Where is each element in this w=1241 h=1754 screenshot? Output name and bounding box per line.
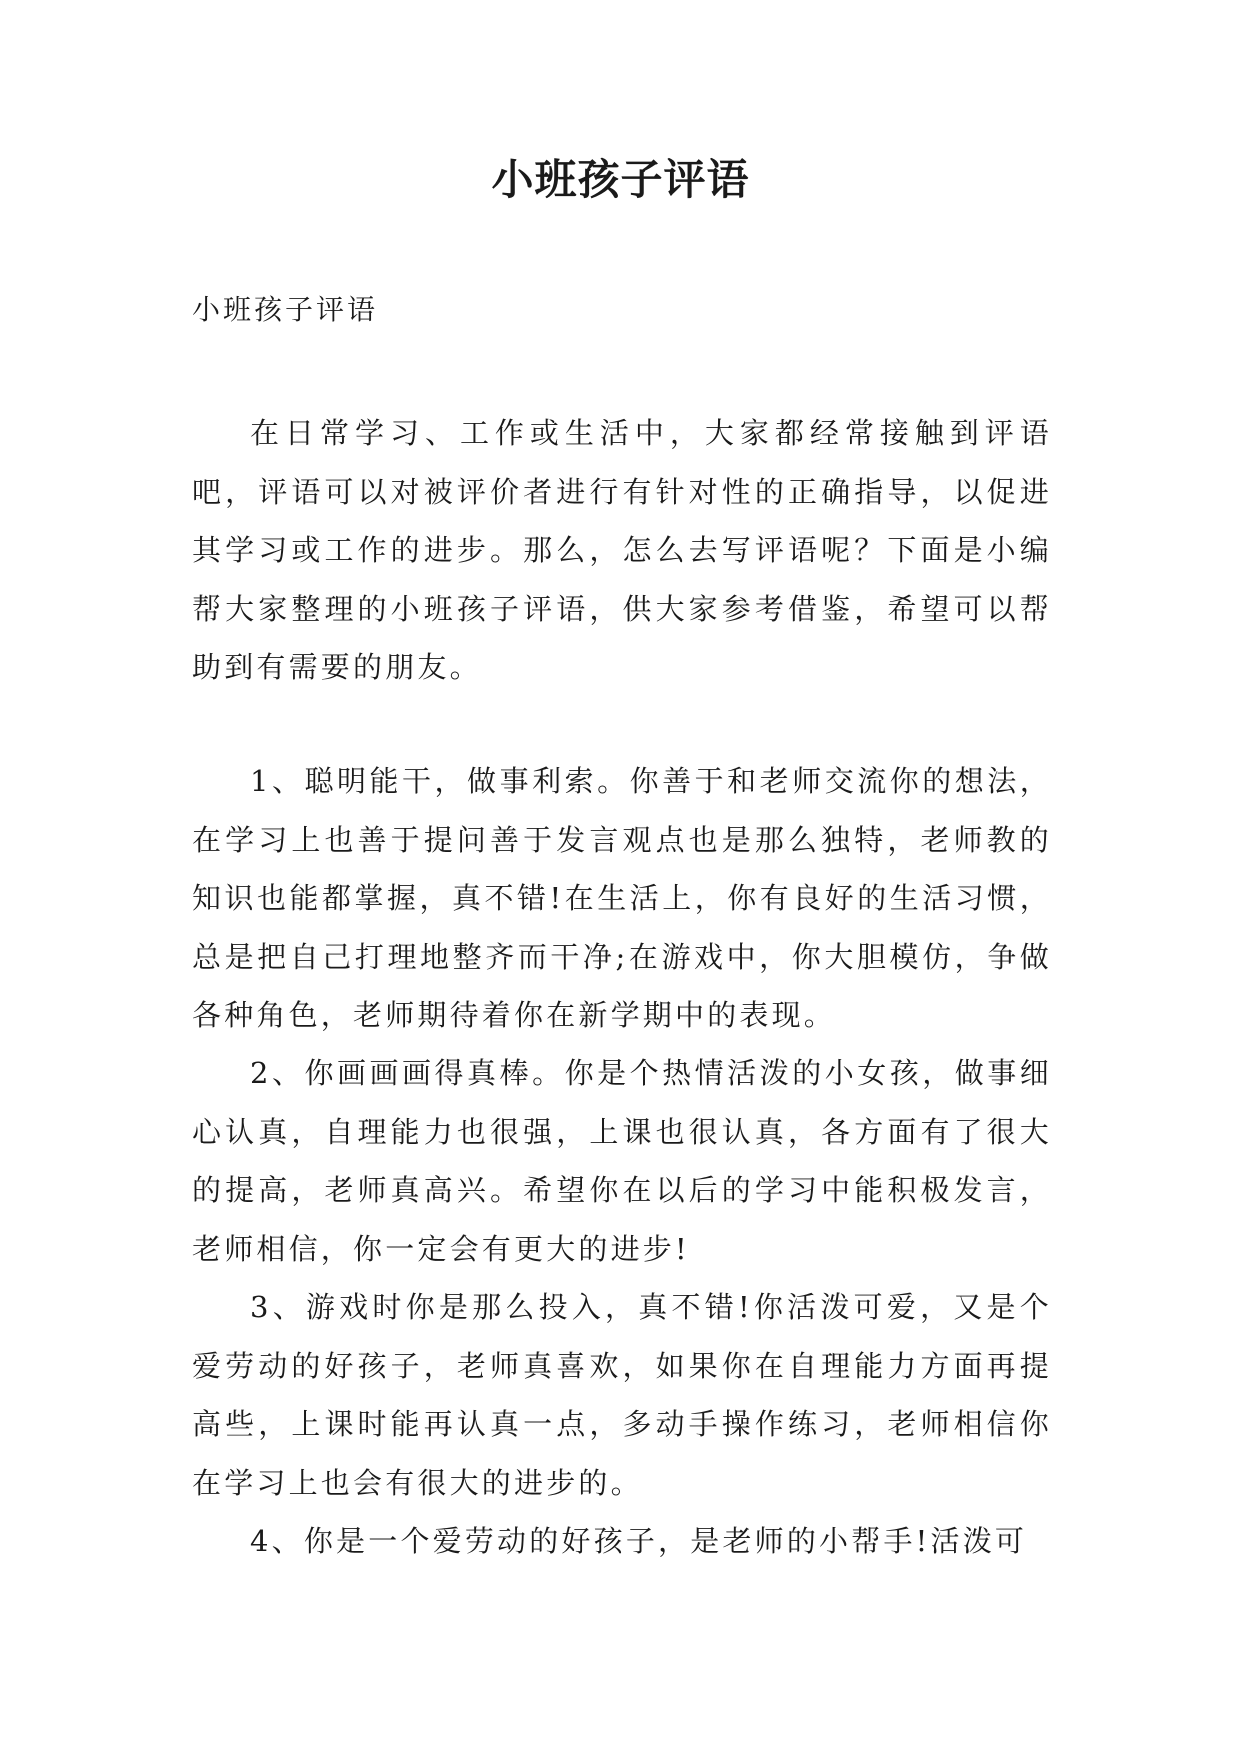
comment-item-4: 4、你是一个爱劳动的好孩子，是老师的小帮手!活泼可	[250, 1524, 1028, 1558]
comment-item-2: 2、你画画画得真棒。你是个热情活泼的小女孩，做事细心认真，自理能力也很强，上课也很认真，各方面有了很大的提高，老师真高兴。希望你在以后的学习中能积极发言，老师相信，你一定会有更大的进步!	[192, 1056, 1052, 1266]
comment-item-3: 3、游戏时你是那么投入，真不错!你活泼可爱，又是个爱劳动的好孩子，老师真喜欢，如果你在自理能力方面再提高些，上课时能再认真一点，多动手操作练习，老师相信你在学习上也会有很大的进步的。	[192, 1290, 1052, 1500]
document-title: 小班孩子评语	[491, 155, 750, 204]
document-subtitle: 小班孩子评语	[192, 293, 379, 326]
comment-item-1: 1、聪明能干，做事利索。你善于和老师交流你的想法，在学习上也善于提问善于发言观点也是那么独特，老师教的知识也能都掌握，真不错!在生活上，你有良好的生活习惯，总是把自己打理地整齐而干净;在游戏中，你大胆模仿，争做各种角色，老师期待着你在新学期中的表现。	[192, 764, 1052, 1032]
intro-paragraph: 在日常学习、工作或生活中，大家都经常接触到评语吧，评语可以对被评价者进行有针对性的正确指导，以促进其学习或工作的进步。那么，怎么去写评语呢？下面是小编帮大家整理的小班孩子评语，供大家参考借鉴，希望可以帮助到有需要的朋友。	[192, 416, 1052, 684]
